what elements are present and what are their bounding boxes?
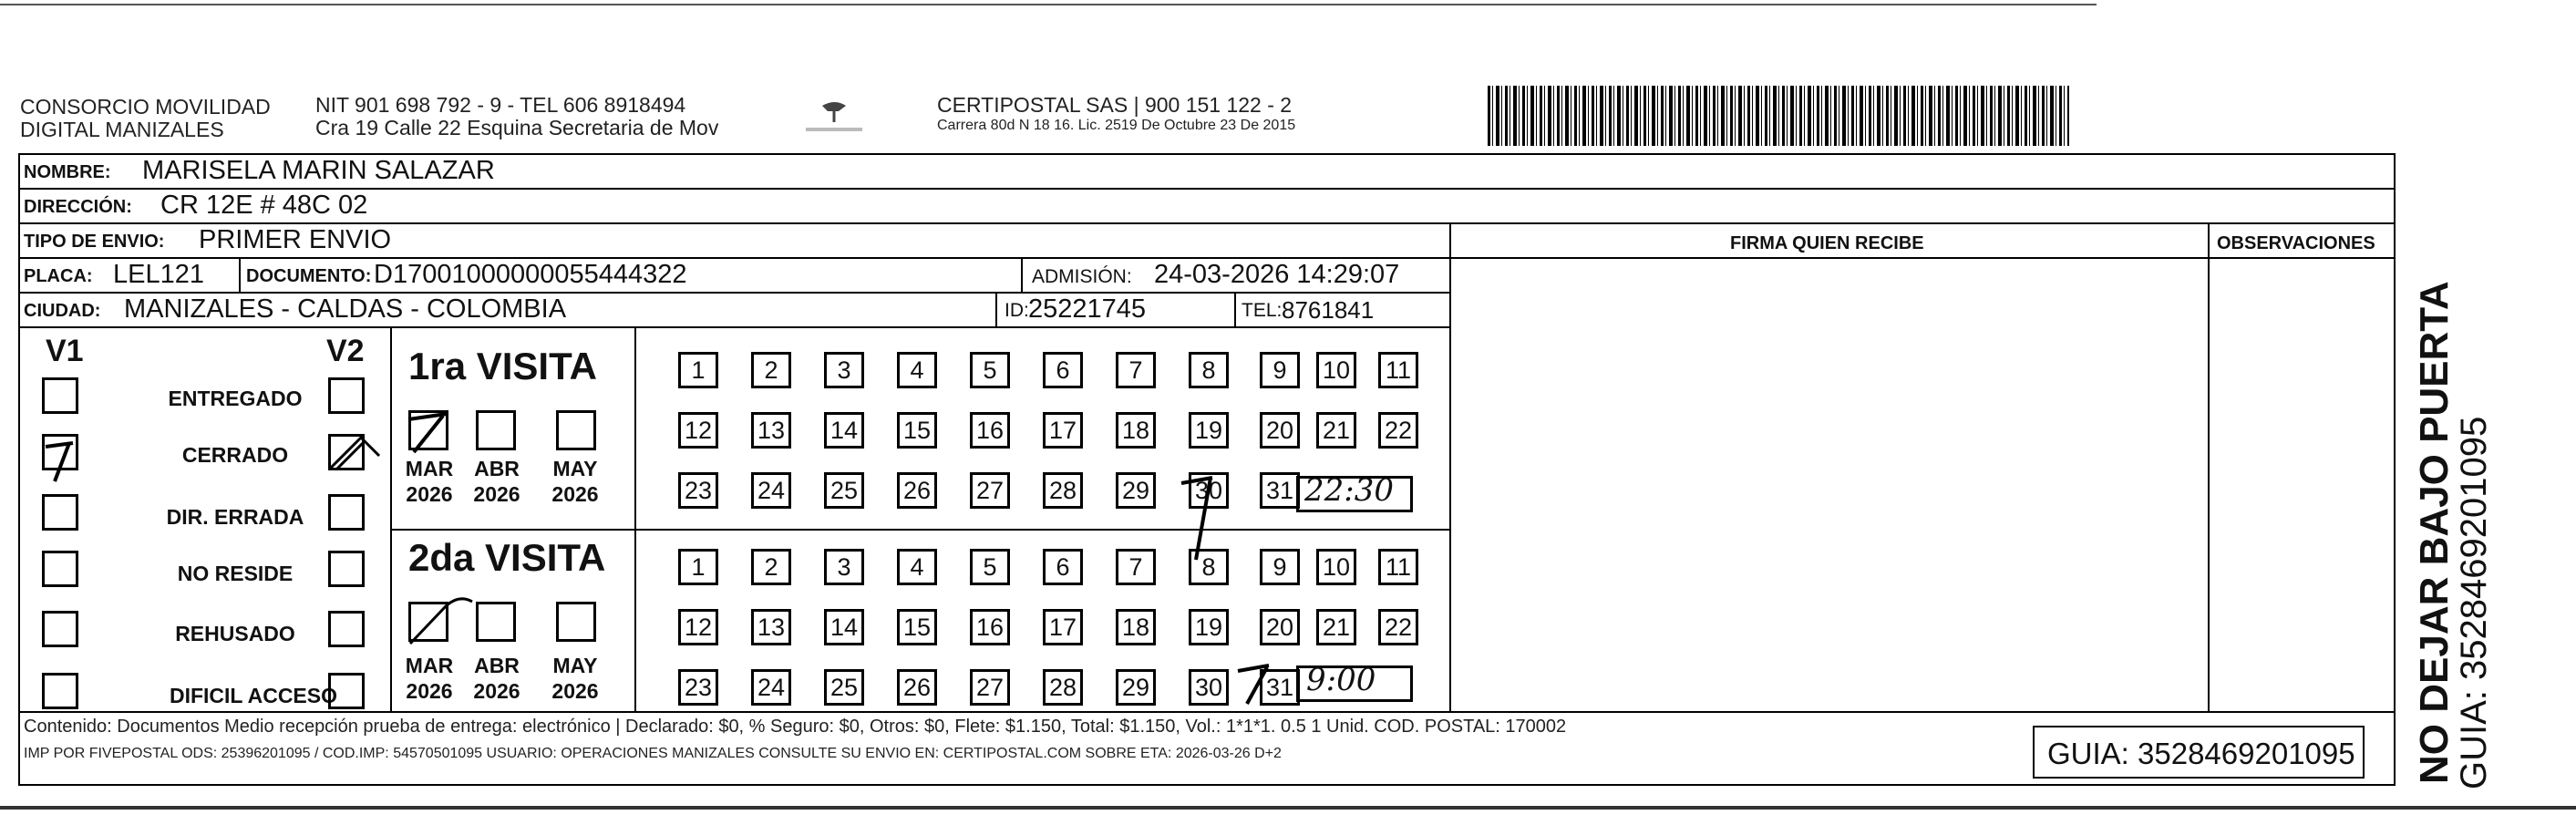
courier-info — [937, 94, 1295, 135]
checkmark-icon — [328, 434, 377, 470]
status-no-reside: NO RESIDE — [177, 562, 294, 585]
visit2-day-19[interactable]: 19 — [1189, 609, 1229, 645]
nombre-value: MARISELA MARIN SALAZAR — [142, 156, 495, 185]
visit2-day-16[interactable]: 16 — [970, 609, 1010, 645]
visit1-day-29[interactable]: 29 — [1116, 472, 1156, 509]
visit1-day-4[interactable]: 4 — [897, 352, 937, 388]
visit2-day-21[interactable]: 21 — [1316, 609, 1356, 645]
barcode-icon — [1488, 86, 2069, 146]
month-label: MAY — [552, 457, 598, 480]
observaciones-area[interactable] — [2211, 261, 2390, 709]
visit1-day-9[interactable]: 9 — [1260, 352, 1300, 388]
guia-box-text: GUIA: 3528469201095 — [2047, 737, 2355, 770]
id-value: 25221745 — [1028, 294, 1147, 324]
visit2-day-6[interactable]: 6 — [1043, 549, 1083, 585]
delivery-form — [18, 153, 2396, 786]
status-dir-errada: DIR. ERRADA — [166, 505, 304, 529]
v2-no-reside-checkbox[interactable] — [328, 551, 365, 587]
visit1-time-handwritten: 22:30 — [1304, 472, 1394, 509]
visit1-day-22[interactable]: 22 — [1378, 412, 1418, 449]
admision-value: 24-03-2026 14:29:07 — [1154, 260, 1400, 289]
status-divider — [390, 328, 392, 711]
visit1-month-mar — [399, 456, 459, 507]
visit1-day-14[interactable]: 14 — [824, 412, 864, 449]
footer-divider — [20, 711, 2394, 713]
placa-value: LEL121 — [113, 260, 204, 289]
side-warning: NO DEJAR BAJO PUERTA — [2412, 281, 2457, 784]
visit1-month-may — [545, 456, 605, 507]
firma-label: FIRMA QUIEN RECIBE — [1730, 233, 1924, 253]
v1-entregado-checkbox[interactable] — [42, 377, 78, 414]
checkmark-icon — [408, 410, 454, 456]
visit2-day-20[interactable]: 20 — [1260, 609, 1300, 645]
bottom-edge — [0, 806, 2576, 810]
v2-dir-errada-checkbox[interactable] — [328, 494, 365, 531]
visit1-day-7[interactable]: 7 — [1116, 352, 1156, 388]
v1-cerrado-checkbox[interactable] — [42, 434, 78, 470]
visit1-day-6[interactable]: 6 — [1043, 352, 1083, 388]
visit2-day-30[interactable]: 30 — [1189, 669, 1229, 706]
month-label: ABR — [474, 457, 520, 480]
visit2-day-23[interactable]: 23 — [678, 669, 718, 706]
direccion-value: CR 12E # 48C 02 — [160, 191, 368, 220]
firma-area[interactable] — [1453, 261, 2206, 709]
visit2-day-28[interactable]: 28 — [1043, 669, 1083, 706]
courier-logo-icon — [802, 98, 866, 139]
company-nit — [315, 94, 718, 139]
id-label: ID: — [1005, 300, 1029, 321]
visit1-month-may-checkbox[interactable] — [556, 410, 596, 450]
visit2-day-3[interactable]: 3 — [824, 549, 864, 585]
v2-dificil-acceso-checkbox[interactable] — [328, 673, 365, 709]
row-direccion — [20, 190, 2394, 224]
visit2-time-box[interactable] — [1296, 662, 1413, 702]
courier-line-2: Carrera 80d N 18 16. Lic. 2519 De Octubre 23 De 2015 — [937, 118, 1296, 133]
v2-rehusado-checkbox[interactable] — [328, 611, 365, 647]
status-rehusado: REHUSADO — [175, 622, 295, 645]
visit2-day-15[interactable]: 15 — [897, 609, 937, 645]
v1-rehusado-checkbox[interactable] — [42, 611, 78, 647]
visit2-day-5[interactable]: 5 — [970, 549, 1010, 585]
visit1-day-17[interactable]: 17 — [1043, 412, 1083, 449]
month-label: MAR — [405, 457, 454, 480]
visit1-day-24[interactable]: 24 — [751, 472, 791, 509]
top-rule — [0, 4, 2097, 5]
status-dificil-acceso: DIFICIL ACCESO — [169, 684, 337, 707]
visit2-day-31[interactable]: 31 — [1260, 669, 1300, 706]
ciudad-value: MANIZALES - CALDAS - COLOMBIA — [124, 294, 567, 324]
v1-no-reside-checkbox[interactable] — [42, 551, 78, 587]
company-name — [20, 96, 271, 141]
visit2-day-18[interactable]: 18 — [1116, 609, 1156, 645]
visit1-month-abr — [467, 456, 527, 507]
visit1-day-2[interactable]: 2 — [751, 352, 791, 388]
ciudad-label: CIUDAD: — [24, 301, 101, 321]
day-31-checkmark-icon — [1232, 662, 1278, 707]
visit1-day-18[interactable]: 18 — [1116, 412, 1156, 449]
visit2-day-27[interactable]: 27 — [970, 669, 1010, 706]
visit2-day-2[interactable]: 2 — [751, 549, 791, 585]
visit1-day-27[interactable]: 27 — [970, 472, 1010, 509]
year-label: 2026 — [473, 679, 520, 703]
nombre-label: NOMBRE: — [24, 162, 111, 182]
month-label: MAR — [405, 654, 454, 677]
year-label: 2026 — [406, 482, 453, 506]
visit1-day-28[interactable]: 28 — [1043, 472, 1083, 509]
year-label: 2026 — [406, 679, 453, 703]
firma-left-divider — [1449, 224, 1451, 711]
admision-label: ADMISIÓN: — [1032, 266, 1132, 287]
courier-line-1: CERTIPOSTAL SAS | 900 151 122 - 2 — [937, 93, 1293, 117]
v1-dir-errada-checkbox[interactable] — [42, 494, 78, 531]
year-label: 2026 — [551, 679, 599, 703]
visit2-day-26[interactable]: 26 — [897, 669, 937, 706]
visit2-month-may — [545, 653, 605, 704]
visit1-title: 1ra VISITA — [408, 345, 597, 387]
status-entregado: ENTREGADO — [168, 387, 303, 410]
visit1-day-30[interactable]: 30 — [1189, 472, 1229, 509]
row-nombre — [20, 155, 2394, 190]
visit1-day-20[interactable]: 20 — [1260, 412, 1300, 449]
visit2-day-8[interactable]: 8 — [1189, 549, 1229, 585]
visit2-month-abr-checkbox[interactable] — [476, 602, 516, 642]
visit2-day-14[interactable]: 14 — [824, 609, 864, 645]
visit2-day-4[interactable]: 4 — [897, 549, 937, 585]
month-label: MAY — [552, 654, 598, 677]
visit2-month-mar-checkbox[interactable] — [408, 602, 448, 642]
visit2-day-12[interactable]: 12 — [678, 609, 718, 645]
checkmark-icon — [42, 434, 78, 483]
visit1-day-15[interactable]: 15 — [897, 412, 937, 449]
visit1-day-11[interactable]: 11 — [1378, 352, 1418, 388]
visit1-day-19[interactable]: 19 — [1189, 412, 1229, 449]
visit1-day-16[interactable]: 16 — [970, 412, 1010, 449]
visit2-day-29[interactable]: 29 — [1116, 669, 1156, 706]
visit1-day-12[interactable]: 12 — [678, 412, 718, 449]
visit2-time-handwritten: 9:00 — [1306, 662, 1376, 698]
guia-box — [2033, 726, 2365, 779]
visit1-day-3[interactable]: 3 — [824, 352, 864, 388]
visit1-day-31[interactable]: 31 — [1260, 472, 1300, 509]
doc-divider — [1021, 259, 1023, 292]
nit-line-2: Cra 19 Calle 22 Esquina Secretaria de Mov — [315, 116, 719, 139]
placa-label: PLACA: — [24, 266, 93, 286]
visit2-day-9[interactable]: 9 — [1260, 549, 1300, 585]
visit2-day-11[interactable]: 11 — [1378, 549, 1418, 585]
visit1-day-10[interactable]: 10 — [1316, 352, 1356, 388]
visit-divider — [390, 529, 1449, 531]
visit1-day-13[interactable]: 13 — [751, 412, 791, 449]
company-line-2: DIGITAL MANIZALES — [20, 118, 224, 141]
row-ciudad — [20, 294, 1449, 328]
row-placa — [20, 259, 1449, 294]
status-cerrado: CERRADO — [181, 443, 289, 467]
visit1-day-26[interactable]: 26 — [897, 472, 937, 509]
visit2-day-7[interactable]: 7 — [1116, 549, 1156, 585]
direccion-label: DIRECCIÓN: — [24, 197, 132, 217]
visit2-day-25[interactable]: 25 — [824, 669, 864, 706]
visit2-day-24[interactable]: 24 — [751, 669, 791, 706]
footer-imp: IMP POR FIVEPOSTAL ODS: 25396201095 / COD.IMP: 54570501095 USUARIO: OPERACIONES MANIZALES CONSULTE SU ENVIO EN: CERTIPOSTAL.COM SOBRE ETA: 2026-03-26 D+2 — [24, 746, 1282, 761]
visit1-month-abr-checkbox[interactable] — [476, 410, 516, 450]
tel-label: TEL: — [1242, 300, 1283, 321]
visit2-day-13[interactable]: 13 — [751, 609, 791, 645]
visit2-month-may-checkbox[interactable] — [556, 602, 596, 642]
visit2-month-mar — [399, 653, 459, 704]
visit1-month-mar-checkbox[interactable] — [408, 410, 448, 450]
placa-divider — [239, 259, 241, 292]
visit1-day-21[interactable]: 21 — [1316, 412, 1356, 449]
documento-label: DOCUMENTO: — [246, 266, 372, 286]
visit2-day-22[interactable]: 22 — [1378, 609, 1418, 645]
company-line-1: CONSORCIO MOVILIDAD — [20, 95, 271, 119]
documento-value: D17001000000055444322 — [374, 260, 687, 289]
side-guia: GUIA: 3528469201095 — [2454, 416, 2494, 789]
checkmark-icon — [408, 602, 454, 647]
nit-line-1: NIT 901 698 792 - 9 - TEL 606 8918494 — [315, 93, 686, 117]
v2-label: V2 — [326, 334, 365, 368]
visit2-day-10[interactable]: 10 — [1316, 549, 1356, 585]
visit2-day-1[interactable]: 1 — [678, 549, 718, 585]
visit1-day-5[interactable]: 5 — [970, 352, 1010, 388]
tipo-label: TIPO DE ENVIO: — [24, 232, 165, 252]
visit2-month-abr — [467, 653, 527, 704]
tel-value: 8761841 — [1282, 296, 1375, 324]
v1-dificil-acceso-checkbox[interactable] — [42, 673, 78, 709]
visit1-day-23[interactable]: 23 — [678, 472, 718, 509]
tipo-value: PRIMER ENVIO — [199, 225, 392, 254]
id-divider — [1234, 294, 1236, 326]
v1-label: V1 — [46, 334, 84, 368]
visit2-day-17[interactable]: 17 — [1043, 609, 1083, 645]
v2-entregado-checkbox[interactable] — [328, 377, 365, 414]
ciudad-divider — [995, 294, 997, 326]
right-header-divider — [1449, 257, 2394, 259]
obs-left-divider — [2208, 224, 2210, 711]
year-label: 2026 — [551, 482, 599, 506]
visit1-day-25[interactable]: 25 — [824, 472, 864, 509]
month-label: ABR — [474, 654, 520, 677]
visit1-time-box[interactable] — [1296, 472, 1413, 512]
months-divider — [634, 328, 636, 711]
observaciones-label: OBSERVACIONES — [2217, 233, 2375, 253]
visit1-day-1[interactable]: 1 — [678, 352, 718, 388]
year-label: 2026 — [473, 482, 520, 506]
footer-contenido: Contenido: Documentos Medio recepción prueba de entrega: electrónico | Declarado: $0, % Seguro: $0, Otros: $0, Flete: $1.150, Total: $1.150, Vol.: 1*1*1. 0.5 1 Unid. COD. POSTAL: 170002 — [24, 717, 1567, 737]
row-tipo — [20, 224, 1449, 259]
v2-cerrado-checkbox[interactable] — [328, 434, 365, 470]
visit1-day-8[interactable]: 8 — [1189, 352, 1229, 388]
visit2-title: 2da VISITA — [408, 536, 606, 579]
